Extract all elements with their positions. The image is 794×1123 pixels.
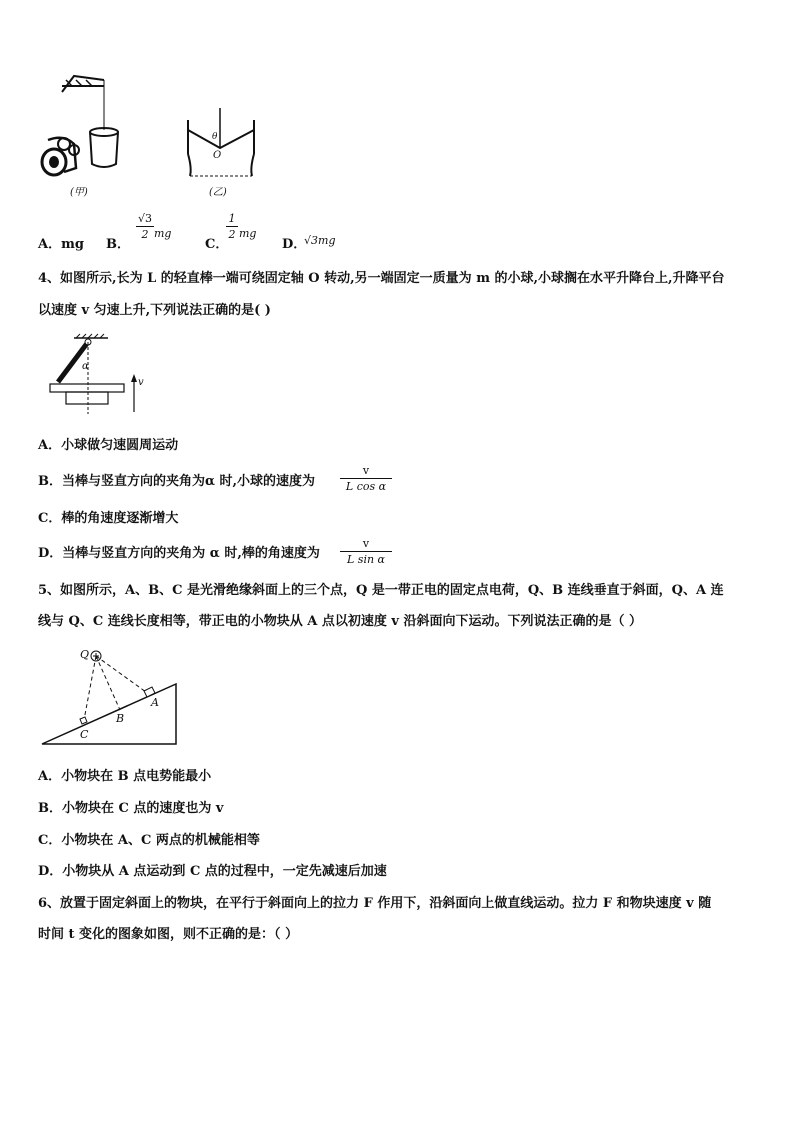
q5-stem-line1: 5、如图所示，A、B、C 是光滑绝缘斜面上的三个点，Q 是一带正电的固定点电荷，Q、B 连线垂直于斜面，Q、A 连: [38, 583, 724, 598]
q5-figure-a: A: [151, 696, 159, 709]
q4-figure-v: v: [138, 377, 144, 388]
q3-option-d-value: √3mg: [304, 234, 336, 247]
q4-option-a: A．小球做匀速圆周运动: [38, 438, 179, 453]
q4-option-b-fraction: [340, 464, 392, 493]
q3-option-c-mg: mg: [239, 227, 257, 240]
q5-figure-c: C: [80, 728, 89, 741]
q3-option-b-mg: mg: [154, 227, 172, 240]
q3-option-c-num: 1: [228, 212, 236, 225]
q5-figure: [40, 646, 190, 746]
q4-option-b-num: v: [362, 464, 370, 477]
q3-option-d-prefix: D．: [282, 237, 307, 252]
q3-option-b-den: 2: [141, 228, 149, 241]
figure-jia: [34, 72, 134, 182]
q4-option-d: D．当棒与竖直方向的夹角为 α 时,棒的角速度为: [38, 546, 320, 561]
q4-option-b: B．当棒与竖直方向的夹角为α 时,小球的速度为: [38, 474, 316, 489]
q4-figure-alpha: α: [82, 361, 89, 372]
q3-option-b-fraction: [136, 212, 154, 241]
q4-option-c: C．棒的角速度逐渐增大: [38, 511, 179, 526]
q5-option-a: A．小物块在 B 点电势能最小: [38, 769, 212, 784]
q4-option-d-den: L sin α: [347, 553, 385, 566]
q3-option-b-root: √3: [137, 212, 152, 225]
q3-option-b-prefix: B．: [106, 237, 130, 252]
q5-figure-q: Q: [80, 648, 90, 661]
q6-stem-line1: 6、放置于固定斜面上的物块，在平行于斜面向上的拉力 F 作用下，沿斜面向上做直线运动。拉力 F 和物块速度 v 随: [38, 896, 712, 911]
q5-option-b: B．小物块在 C 点的速度也为 v: [38, 801, 224, 816]
q5-figure-b: B: [116, 712, 125, 725]
q4-option-d-num: v: [362, 537, 370, 550]
q4-stem-line1: 4、如图所示,长为 L 的轻直棒一端可绕固定轴 O 转动,另一端固定一质量为 m 的小球,小球搁在水平升降台上,升降平台: [38, 271, 725, 286]
figure-yi-o: O: [213, 150, 222, 161]
q4-option-b-den: L cos α: [345, 480, 387, 493]
q3-option-a: A．mg: [38, 237, 84, 252]
q3-option-c-prefix: C．: [205, 237, 229, 252]
q3-option-c-fraction: [226, 212, 238, 241]
q4-stem-line2: 以速度 v 匀速上升,下列说法正确的是( ): [38, 303, 271, 318]
q3-option-c-den: 2: [228, 228, 236, 241]
figure-jia-label: (甲): [70, 187, 88, 198]
figure-yi-theta: θ: [212, 132, 218, 142]
q5-option-d: D．小物块从 A 点运动到 C 点的过程中，一定先减速后加速: [38, 864, 387, 879]
q5-option-c: C．小物块在 A、C 两点的机械能相等: [38, 833, 260, 848]
q4-option-d-fraction: [340, 537, 392, 566]
q6-stem-line2: 时间 t 变化的图象如图，则不正确的是：（ ）: [38, 927, 299, 942]
q5-stem-line2: 线与 Q、C 连线长度相等，带正电的小物块从 A 点以初速度 v 沿斜面向下运动。下列说法正确的是（ ）: [38, 614, 642, 629]
figure-yi-label: (乙): [209, 187, 227, 198]
